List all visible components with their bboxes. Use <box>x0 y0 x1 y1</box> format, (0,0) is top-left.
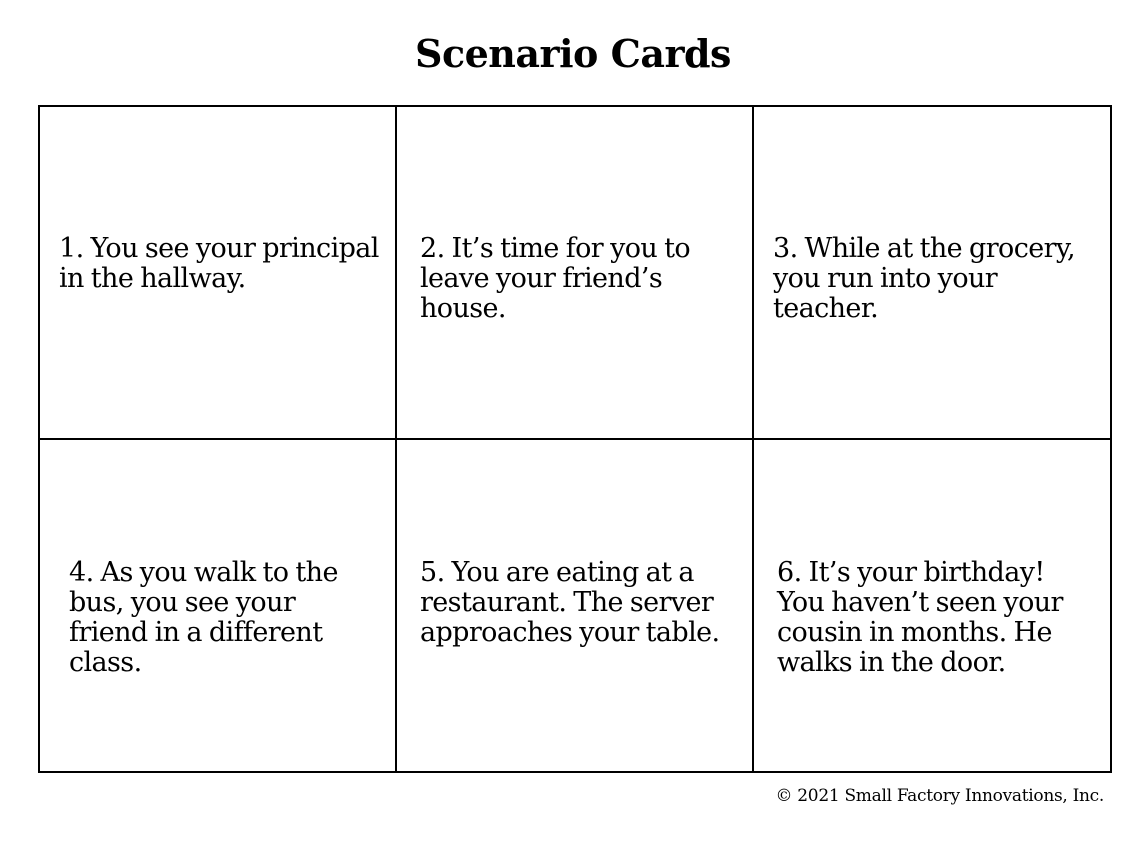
scenario-card-2 <box>397 107 754 440</box>
scenario-card-text <box>420 234 690 324</box>
scenario-card-text <box>69 558 338 678</box>
card-line: teacher. <box>773 293 879 324</box>
scenario-card-text <box>59 234 379 294</box>
scenario-card-text <box>773 234 1075 324</box>
card-line: leave your friend’s <box>420 263 663 294</box>
scenario-card-5 <box>397 440 754 771</box>
card-line: house. <box>420 293 506 324</box>
scenario-card-3 <box>754 107 1110 440</box>
card-line: cousin in months. He <box>777 617 1052 648</box>
scenario-card-1 <box>40 107 397 440</box>
scenario-card-6 <box>754 440 1110 771</box>
card-line: bus, you see your <box>69 587 296 618</box>
card-line: approaches your table. <box>420 617 720 648</box>
card-line: friend in a different <box>69 617 323 648</box>
card-line: class. <box>69 647 142 678</box>
scenario-card-text <box>420 558 719 648</box>
scenario-card-grid <box>38 105 1112 773</box>
card-line: you run into your <box>773 263 998 294</box>
card-line: restaurant. The server <box>420 587 714 618</box>
card-line: You haven’t seen your <box>777 587 1063 618</box>
page-title: Scenario Cards <box>415 31 731 76</box>
card-line: 6. It’s your birthday! <box>777 557 1045 588</box>
card-line: walks in the door. <box>777 647 1006 678</box>
card-line: in the hallway. <box>59 263 246 294</box>
card-line: 1. You see your principal <box>59 233 379 264</box>
scenario-card-4 <box>40 440 397 771</box>
copyright-notice: © 2021 Small Factory Innovations, Inc. <box>775 786 1104 806</box>
card-line: 2. It’s time for you to <box>420 233 691 264</box>
scenario-card-text <box>777 558 1063 678</box>
card-line: 3. While at the grocery, <box>773 233 1075 264</box>
card-line: 4. As you walk to the <box>69 557 338 588</box>
card-line: 5. You are eating at a <box>420 557 694 588</box>
